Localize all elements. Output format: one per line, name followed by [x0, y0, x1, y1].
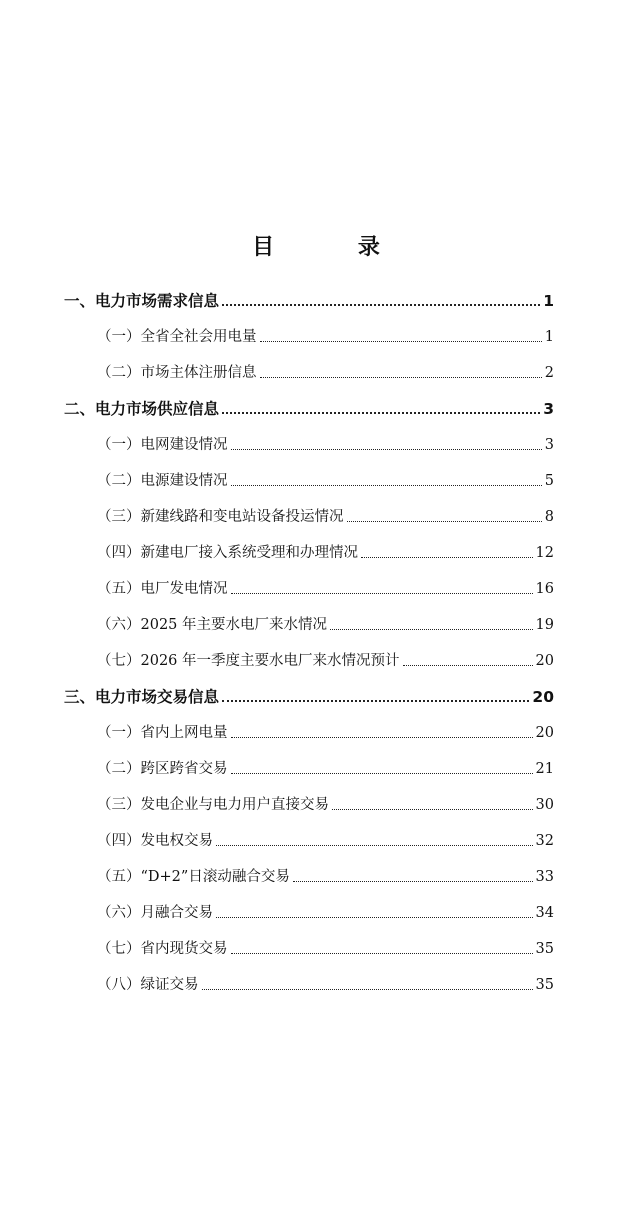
toc-entry-label: （二）市场主体注册信息	[97, 365, 257, 381]
toc-page-number: 34	[535, 905, 554, 921]
dot-leader	[222, 412, 540, 414]
toc-page-number: 19	[535, 617, 554, 633]
toc-entry-label: （五）“D+2”日滚动融合交易	[97, 869, 290, 885]
toc-entry-label: （六）2025 年主要水电厂来水情况	[97, 617, 328, 633]
toc-subsection-3-4[interactable]	[97, 828, 554, 852]
toc-page-number: 1	[543, 292, 554, 310]
toc-page-number: 20	[535, 653, 554, 669]
toc-entry-label: （三）新建线路和变电站设备投运情况	[97, 509, 344, 525]
dot-leader	[231, 773, 533, 774]
toc-entry-label: （七）2026 年一季度主要水电厂来水情况预计	[97, 653, 400, 669]
dot-leader	[231, 485, 542, 486]
toc-subsection-3-6[interactable]	[97, 900, 554, 924]
toc-entry-label: 二、电力市场供应信息	[64, 400, 220, 418]
dot-leader	[231, 449, 542, 450]
toc-entry-label: （四）发电权交易	[97, 833, 213, 849]
toc-section-1[interactable]	[64, 288, 554, 312]
dot-leader	[361, 557, 533, 558]
toc-entry-label: （四）新建电厂接入系统受理和办理情况	[97, 545, 358, 561]
toc-entry-label: （二）电源建设情况	[97, 473, 228, 489]
toc-subsection-2-2[interactable]	[97, 468, 554, 492]
toc-entry-label: 三、电力市场交易信息	[64, 688, 220, 706]
dot-leader	[260, 377, 542, 378]
toc-subsection-3-1[interactable]	[97, 720, 554, 744]
dot-leader	[222, 700, 529, 702]
toc-entry-label: （一）省内上网电量	[97, 725, 228, 741]
toc-subsection-2-1[interactable]	[97, 432, 554, 456]
toc-entry-label: （三）发电企业与电力用户直接交易	[97, 797, 329, 813]
toc-page-number: 8	[544, 509, 554, 525]
dot-leader	[216, 845, 533, 846]
toc-subsection-3-2[interactable]	[97, 756, 554, 780]
toc-subsection-3-8[interactable]	[97, 972, 554, 996]
toc-entry-label: （八）绿证交易	[97, 977, 199, 993]
toc-page-number: 3	[544, 437, 554, 453]
toc-subsection-2-5[interactable]	[97, 576, 554, 600]
dot-leader	[216, 917, 533, 918]
toc-page-number: 32	[535, 833, 554, 849]
toc-entry-label: （一）电网建设情况	[97, 437, 228, 453]
dot-leader	[260, 341, 542, 342]
toc-page-number: 16	[535, 581, 554, 597]
dot-leader	[231, 593, 533, 594]
toc-entry-label: 一、电力市场需求信息	[64, 292, 220, 310]
toc-subsection-2-6[interactable]	[97, 612, 554, 636]
page-title	[0, 231, 632, 265]
dot-leader	[293, 881, 533, 882]
dot-leader	[222, 304, 540, 306]
dot-leader	[231, 953, 533, 954]
toc-subsection-2-4[interactable]	[97, 540, 554, 564]
toc-page-number: 12	[535, 545, 554, 561]
dot-leader	[347, 521, 542, 522]
toc-subsection-2-7[interactable]	[97, 648, 554, 672]
toc-entry-label: （一）全省全社会用电量	[97, 329, 257, 345]
toc-entry-label: （二）跨区跨省交易	[97, 761, 228, 777]
toc-subsection-1-2[interactable]	[97, 360, 554, 384]
toc-subsection-3-3[interactable]	[97, 792, 554, 816]
toc-page-number: 35	[535, 977, 554, 993]
toc-page-number: 21	[535, 761, 554, 777]
toc-subsection-3-7[interactable]	[97, 936, 554, 960]
toc-entry-label: （六）月融合交易	[97, 905, 213, 921]
toc-subsection-2-3[interactable]	[97, 504, 554, 528]
toc-page-number: 20	[532, 688, 554, 706]
toc-page-number: 3	[543, 400, 554, 418]
dot-leader	[231, 737, 533, 738]
toc-page-number: 1	[544, 329, 554, 345]
dot-leader	[332, 809, 533, 810]
toc-section-2[interactable]	[64, 396, 554, 420]
dot-leader	[330, 629, 533, 630]
dot-leader	[403, 665, 533, 666]
toc-page-number: 35	[535, 941, 554, 957]
toc-entry-label: （七）省内现货交易	[97, 941, 228, 957]
toc-subsection-1-1[interactable]	[97, 324, 554, 348]
toc-entry-label: （五）电厂发电情况	[97, 581, 228, 597]
toc-subsection-3-5[interactable]	[97, 864, 554, 888]
toc-page-number: 20	[535, 725, 554, 741]
toc-page-number: 5	[544, 473, 554, 489]
toc-page-number: 30	[535, 797, 554, 813]
toc-page-number: 2	[544, 365, 554, 381]
dot-leader	[202, 989, 533, 990]
toc-page-number: 33	[535, 869, 554, 885]
page-title-text: 目 录	[252, 235, 418, 260]
toc-section-3[interactable]	[64, 684, 554, 708]
